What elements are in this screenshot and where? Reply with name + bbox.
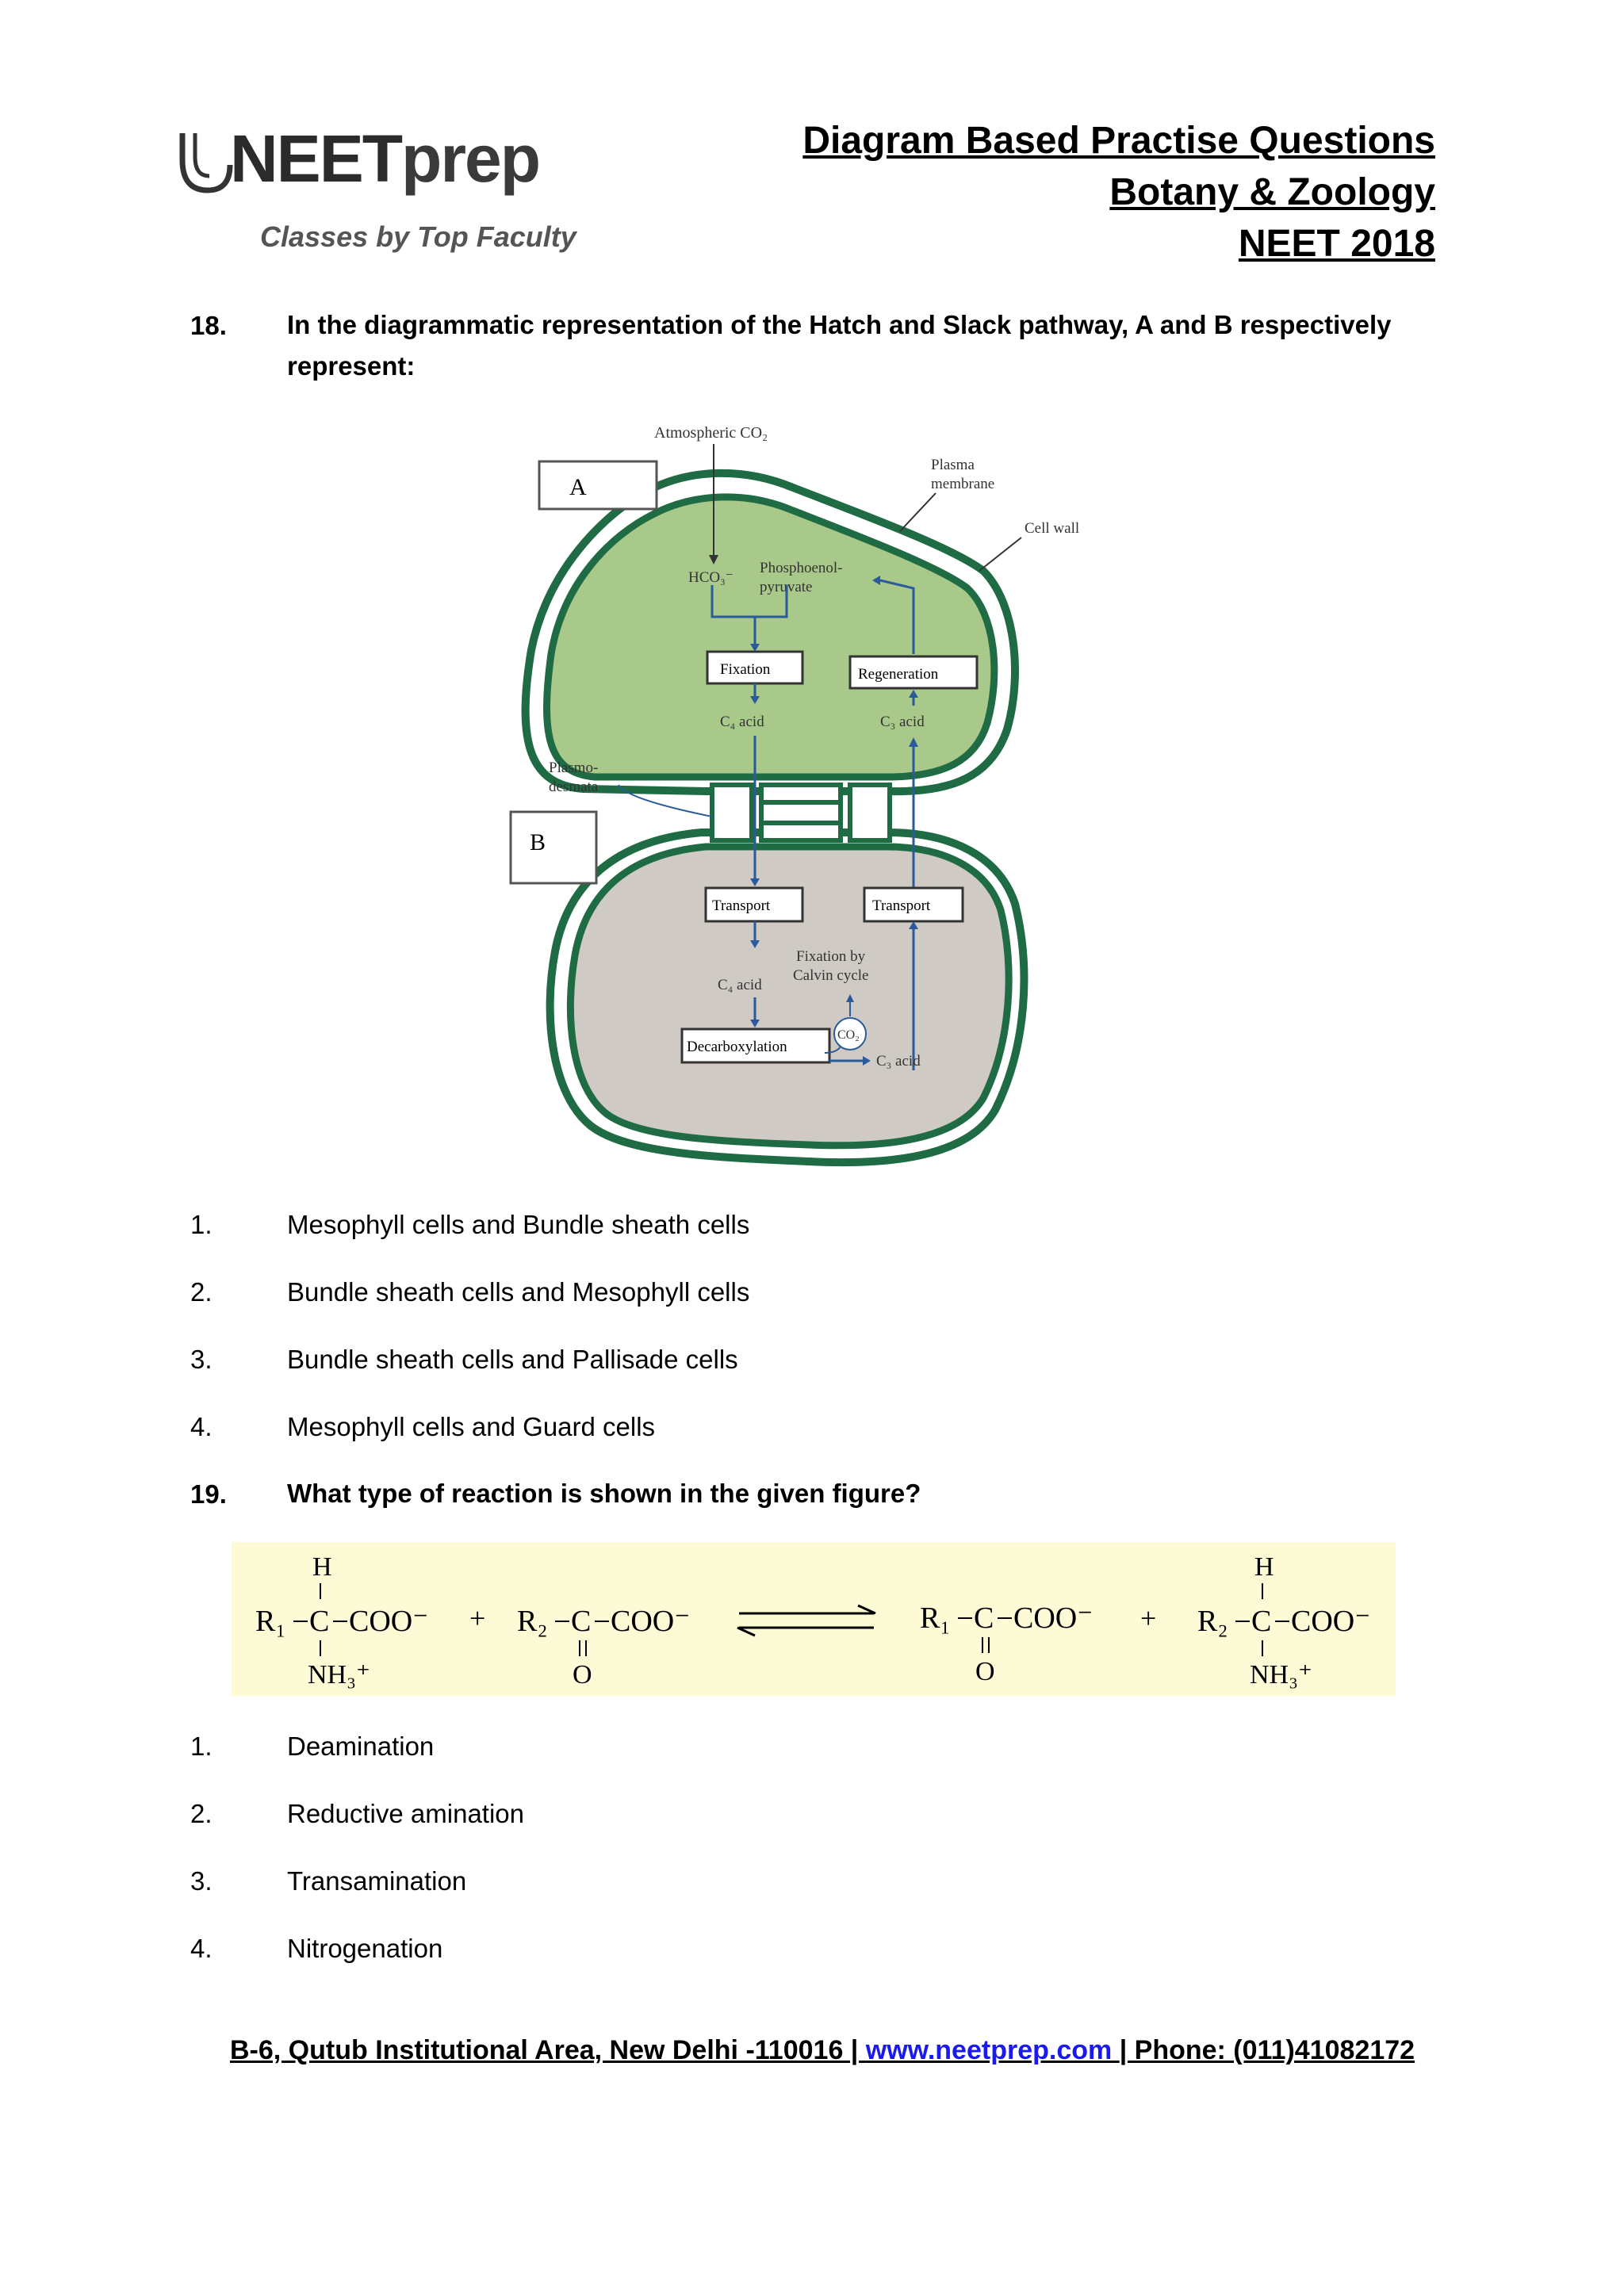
plasmodesmata-channel-middle — [761, 785, 841, 840]
mol4-r2: R₂ — [1197, 1605, 1228, 1638]
brand-tagline: Classes by Top Faculty — [260, 220, 576, 253]
mol2-coo: COO⁻ — [611, 1605, 691, 1638]
question-18-number: 18. — [190, 311, 227, 340]
q19-option-3-number: 3. — [190, 1866, 213, 1896]
hatch-slack-diagram — [508, 412, 1118, 1181]
mol4-nh3: NH₃⁺ — [1250, 1660, 1312, 1689]
mol3-c: C — [974, 1601, 994, 1635]
plasmodesmata-channel-right — [850, 785, 890, 840]
pep-label-1: Phosphoenol- — [760, 560, 843, 576]
footer-address: B-6, Qutub Institutional Area, New Delhi -110016 | — [230, 2035, 866, 2065]
question-18-text: In the diagrammatic representation of the Hatch and Slack pathway, A and B respectively represent: — [287, 310, 1392, 381]
mol2-r2: R₂ — [517, 1605, 548, 1638]
pep-label-2: pyruvate — [760, 579, 813, 595]
regeneration-label: Regeneration — [858, 666, 939, 683]
mol4-c: C — [1251, 1605, 1272, 1638]
label-a-box — [539, 461, 657, 509]
q19-option-4[interactable]: Nitrogenation — [287, 1934, 443, 1963]
question-19-number: 19. — [190, 1479, 227, 1509]
mol1-coo: COO⁻ — [349, 1605, 429, 1638]
mol4-coo: COO⁻ — [1291, 1605, 1371, 1638]
q19-option-4-number: 4. — [190, 1934, 213, 1963]
brand-part2: prep — [401, 121, 540, 196]
plasmodesmata-label-2: desmata — [549, 779, 599, 795]
fixation-calvin-label-2: Calvin cycle — [793, 967, 869, 984]
question-19-text: What type of reaction is shown in the given figure? — [287, 1479, 921, 1508]
q19-option-2[interactable]: Reductive amination — [287, 1799, 524, 1828]
mol4-h: H — [1254, 1552, 1274, 1582]
stethoscope-icon — [178, 128, 233, 200]
mol1-nh3: NH₃⁺ — [308, 1660, 370, 1689]
q18-option-1-number: 1. — [190, 1210, 213, 1239]
c4-acid-label-upper: C₄ acid — [720, 714, 764, 730]
mol1-c: C — [309, 1605, 330, 1638]
mol1-r1: R₁ — [255, 1605, 286, 1638]
plus-1: + — [469, 1602, 486, 1634]
atmospheric-co2-label: Atmospheric CO₂ — [654, 424, 768, 442]
q18-option-3-number: 3. — [190, 1345, 213, 1374]
brand-name — [230, 119, 539, 198]
label-a: A — [569, 474, 587, 500]
mol3-r1: R₁ — [920, 1601, 951, 1635]
doc-title-line2: Botany & Zoology — [1109, 171, 1435, 213]
plus-2: + — [1140, 1602, 1157, 1634]
mol1-h: H — [312, 1552, 332, 1582]
fixation-calvin-label-1: Fixation by — [796, 948, 866, 965]
neetprep-logo — [174, 119, 587, 262]
transport-label-left: Transport — [712, 897, 771, 914]
q19-option-1[interactable]: Deamination — [287, 1732, 435, 1761]
plasmodesmata-label-1: Plasmo- — [549, 760, 599, 776]
footer-website-link[interactable]: www.neetprep.com — [865, 2035, 1120, 2065]
hco3-label: HCO₃⁻ — [688, 569, 733, 586]
transport-label-right: Transport — [872, 897, 931, 914]
q18-option-3[interactable]: Bundle sheath cells and Pallisade cells — [287, 1345, 738, 1374]
mol2-c: C — [571, 1605, 592, 1638]
q19-option-2-number: 2. — [190, 1799, 213, 1828]
q19-option-1-number: 1. — [190, 1732, 213, 1761]
transamination-reaction-figure — [232, 1542, 1396, 1696]
decarboxylation-label: Decarboxylation — [687, 1039, 787, 1055]
brand-part1: NEET — [230, 121, 402, 196]
plasma-membrane-label-2: membrane — [931, 476, 995, 492]
mol3-o: O — [975, 1657, 995, 1686]
plasma-membrane-label-1: Plasma — [931, 457, 975, 473]
q18-option-4-number: 4. — [190, 1412, 213, 1441]
doc-title-line3: NEET 2018 — [1238, 223, 1435, 265]
q18-option-2[interactable]: Bundle sheath cells and Mesophyll cells — [287, 1277, 750, 1307]
footer-phone: | Phone: (011)41082172 — [1119, 2035, 1415, 2065]
c4-acid-label-lower: C₄ acid — [718, 977, 762, 993]
footer — [230, 2035, 1415, 2066]
q18-option-1[interactable]: Mesophyll cells and Bundle sheath cells — [287, 1210, 750, 1239]
mol2-o: O — [573, 1660, 592, 1689]
c3-acid-label-upper: C₃ acid — [880, 714, 925, 730]
equilibrium-arrow-icon — [737, 1605, 875, 1636]
doc-title-line1: Diagram Based Practise Questions — [802, 120, 1435, 162]
co2-label: CO₂ — [837, 1028, 860, 1042]
mol3-coo: COO⁻ — [1013, 1601, 1094, 1635]
q18-option-2-number: 2. — [190, 1277, 213, 1307]
q19-option-3[interactable]: Transamination — [287, 1866, 467, 1896]
label-b: B — [530, 829, 546, 855]
q18-option-4[interactable]: Mesophyll cells and Guard cells — [287, 1412, 656, 1441]
cell-wall-label: Cell wall — [1025, 520, 1080, 537]
fixation-label: Fixation — [720, 661, 771, 678]
plasmodesmata-channel-left — [712, 785, 752, 840]
label-b-box — [511, 812, 596, 883]
c3-acid-label-lower: C₃ acid — [876, 1053, 921, 1070]
